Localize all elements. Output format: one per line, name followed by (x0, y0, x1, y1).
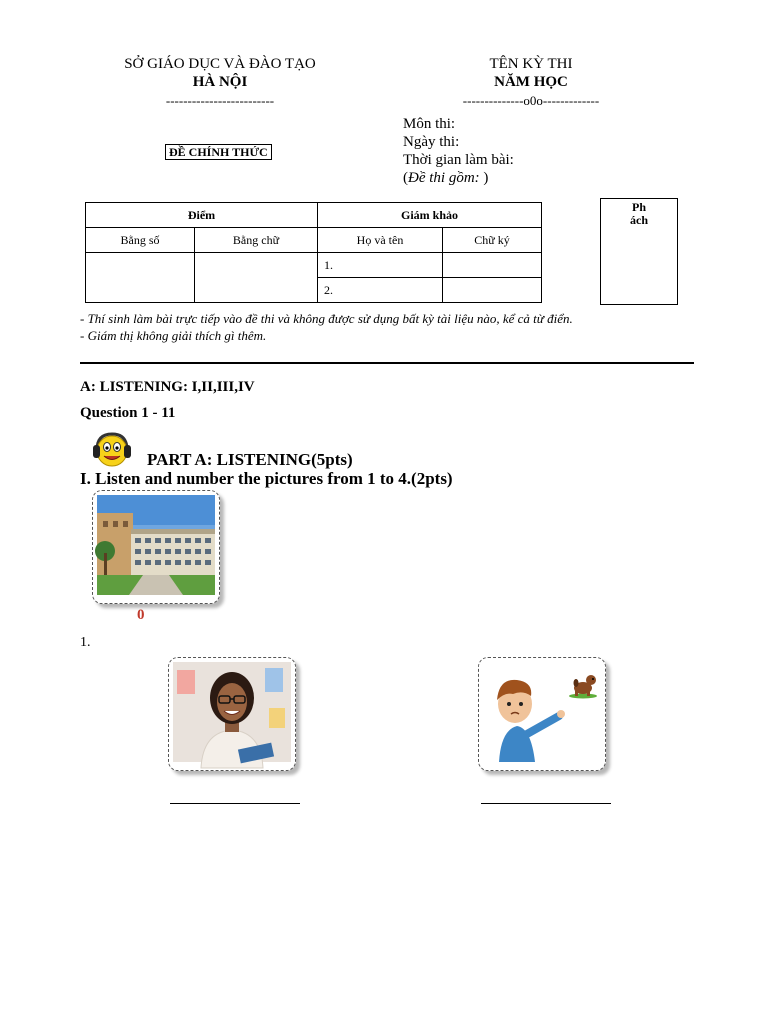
department-name: SỞ GIÁO DỤC VÀ ĐÀO TẠO (124, 56, 316, 72)
page-count-label (403, 169, 514, 187)
score-words-cell[interactable] (195, 253, 318, 303)
section-title: A: LISTENING: I,II,III,IV (80, 379, 255, 395)
school-year: NĂM HỌC (494, 74, 568, 90)
exam-name: TÊN KỲ THI (489, 56, 573, 72)
left-divider: ------------------------- (165, 93, 275, 108)
headphones-smiley-icon (91, 430, 133, 470)
example-number: 0 (137, 607, 145, 623)
score-header: Điểm (86, 203, 318, 228)
phach-line2: ách (630, 213, 648, 227)
section-divider (80, 362, 694, 364)
item-number: 1. (80, 635, 91, 650)
examiner-1-signature[interactable] (443, 253, 542, 278)
paren-close: ) (479, 170, 489, 186)
teacher-picture (168, 657, 296, 771)
subject-label: Môn thi: (403, 116, 456, 132)
page-count-text: Đề thi gồm: (408, 170, 480, 186)
paren-open: ( (403, 170, 408, 186)
school-building-picture (92, 490, 220, 604)
duration-label: Thời gian làm bài: (403, 152, 514, 168)
boy-and-dog-picture (478, 657, 606, 771)
city-name: HÀ NỘI (192, 74, 248, 90)
examiner-header: Giám khảo (318, 203, 542, 228)
exam-info (403, 115, 514, 187)
examiner-1-name[interactable]: 1. (318, 253, 443, 278)
examiner-name-header: Họ và tên (318, 228, 443, 253)
answer-blank-2[interactable] (481, 803, 611, 804)
score-number-header: Bằng số (86, 228, 195, 253)
official-label: ĐỀ CHÍNH THỨC (165, 144, 272, 160)
question-range: Question 1 - 11 (80, 405, 176, 421)
score-table (85, 202, 542, 303)
note-no-explanation: - Giám thị không giải thích gì thêm. (80, 328, 267, 343)
part-a-title: PART A: LISTENING(5pts) (147, 450, 353, 469)
date-label: Ngày thi: (403, 134, 460, 150)
exercise-1-instruction: I. Listen and number the pictures from 1 to 4.(2pts) (80, 469, 453, 488)
phach-line1: Ph (631, 200, 646, 214)
score-words-header: Bằng chữ (195, 228, 318, 253)
examiner-2-name[interactable]: 2. (318, 278, 443, 303)
phach-box (600, 198, 678, 305)
examiner-signature-header: Chữ ký (443, 228, 542, 253)
right-divider: --------------o0o------------- (462, 93, 600, 108)
examiner-2-signature[interactable] (443, 278, 542, 303)
score-number-cell[interactable] (86, 253, 195, 303)
note-no-materials: - Thí sinh làm bài trực tiếp vào đề thi và không được sử dụng bất kỳ tài liệu nào, kể cả từ điển. (80, 311, 573, 326)
answer-blank-1[interactable] (170, 803, 300, 804)
